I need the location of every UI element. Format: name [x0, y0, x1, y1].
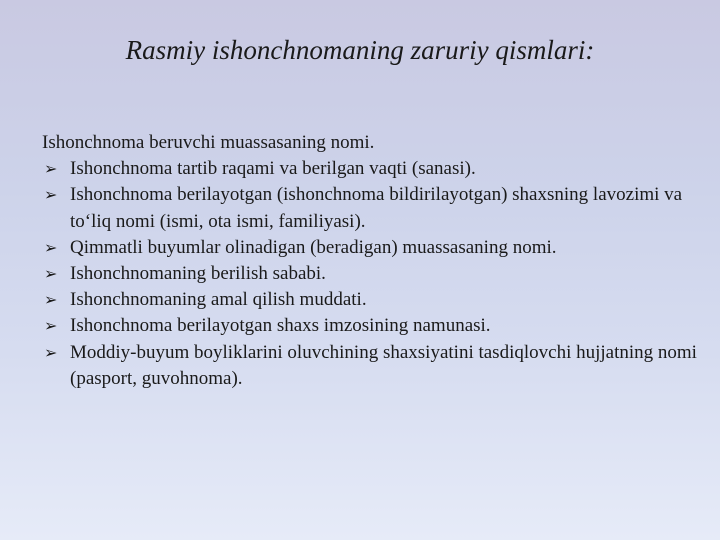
list-item-text: Ishonchnoma berilayotgan shaxs imzosining namunasi.	[70, 315, 491, 337]
intro-line: Ishonchnoma beruvchi muassasaning nomi.	[42, 132, 375, 153]
slide-content	[42, 130, 702, 392]
list-item-text: Ishonchnomaning berilish sababi.	[70, 263, 326, 285]
slide-title: Rasmiy ishonchnomaning zaruriy qismlari:	[125, 35, 595, 65]
list-item-text: Moddiy-buyum boyliklarini oluvchining shaxsiyatini tasdiqlovchi hujjatning nomi (pasport, guvohnoma).	[70, 341, 697, 389]
arrow-bullet-icon: ➢	[44, 316, 58, 336]
list-item	[42, 156, 702, 182]
bullet-list	[42, 156, 702, 392]
arrow-bullet-icon: ➢	[44, 237, 58, 257]
list-item	[42, 313, 702, 339]
list-item	[42, 235, 702, 261]
list-item	[42, 261, 702, 287]
list-item-text: Ishonchnomaning amal qilish muddati.	[70, 289, 367, 311]
arrow-bullet-icon: ➢	[44, 342, 58, 362]
list-item	[42, 340, 702, 392]
list-item	[42, 287, 702, 313]
arrow-bullet-icon: ➢	[44, 185, 58, 205]
list-item	[42, 182, 702, 234]
list-item-text: Ishonchnoma berilayotgan (ishonchnoma bildirilayotgan) shaxsning lavozimi va to‘liq nomi (ismi, ota ismi, familiyasi).	[70, 184, 683, 232]
list-item-text: Ishonchnoma tartib raqami va berilgan vaqti (sanasi).	[70, 158, 476, 180]
arrow-bullet-icon: ➢	[44, 159, 58, 179]
arrow-bullet-icon: ➢	[44, 264, 58, 284]
list-item-text: Qimmatli buyumlar olinadigan (beradigan) muassasaning nomi.	[70, 236, 557, 258]
arrow-bullet-icon: ➢	[44, 290, 58, 310]
